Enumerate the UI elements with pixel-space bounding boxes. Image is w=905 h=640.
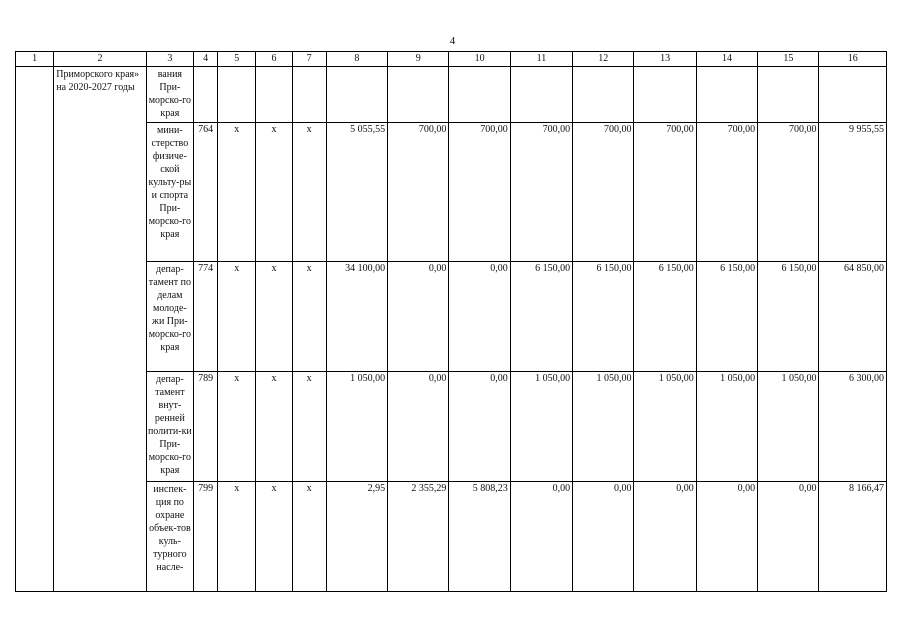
value-cell: 700,00 <box>573 123 634 262</box>
table-cell <box>696 67 757 123</box>
header-cell: 7 <box>292 52 326 67</box>
value-cell: 1 050,00 <box>326 372 387 482</box>
value-cell: 2 355,29 <box>388 482 449 592</box>
header-cell: 15 <box>758 52 819 67</box>
table-cell <box>292 67 326 123</box>
value-cell: 700,00 <box>510 123 572 262</box>
table-row <box>16 482 887 592</box>
header-cell: 8 <box>326 52 387 67</box>
value-cell: 1 050,00 <box>696 372 757 482</box>
header-cell: 6 <box>256 52 292 67</box>
value-cell: 0,00 <box>388 262 449 372</box>
x-cell: х <box>256 372 292 482</box>
table-cell <box>819 67 887 123</box>
header-cell: 4 <box>194 52 218 67</box>
value-cell: 700,00 <box>758 123 819 262</box>
value-cell: 700,00 <box>696 123 757 262</box>
total-cell: 64 850,00 <box>819 262 887 372</box>
table-cell <box>573 67 634 123</box>
code-cell: 764 <box>194 123 218 262</box>
value-cell: 0,00 <box>573 482 634 592</box>
header-cell: 13 <box>634 52 696 67</box>
value-cell: 0,00 <box>634 482 696 592</box>
x-cell: х <box>218 262 256 372</box>
value-cell: 6 150,00 <box>634 262 696 372</box>
value-cell: 6 150,00 <box>510 262 572 372</box>
code-cell: 774 <box>194 262 218 372</box>
value-cell: 2,95 <box>326 482 387 592</box>
table-cell <box>510 67 572 123</box>
table-cell <box>388 67 449 123</box>
executor-cell: депар-тамент по делам молоде-жи При-морско-го края <box>146 262 193 372</box>
value-cell: 5 055,55 <box>326 123 387 262</box>
value-cell: 5 808,23 <box>449 482 510 592</box>
x-cell: х <box>292 262 326 372</box>
table-cell <box>449 67 510 123</box>
value-cell: 6 150,00 <box>573 262 634 372</box>
table-cell <box>256 67 292 123</box>
value-cell: 1 050,00 <box>510 372 572 482</box>
executor-cell: мини-стерство физиче-ской культу-ры и спорта При-морско-го края <box>146 123 193 262</box>
page-number: 4 <box>449 35 456 47</box>
value-cell: 0,00 <box>696 482 757 592</box>
budget-table <box>15 51 887 592</box>
x-cell: х <box>218 372 256 482</box>
header-cell: 9 <box>388 52 449 67</box>
header-cell: 16 <box>819 52 887 67</box>
x-cell: х <box>256 123 292 262</box>
value-cell: 700,00 <box>449 123 510 262</box>
table-cell <box>218 67 256 123</box>
header-cell: 5 <box>218 52 256 67</box>
value-cell: 0,00 <box>449 372 510 482</box>
code-cell: 789 <box>194 372 218 482</box>
x-cell: х <box>292 482 326 592</box>
value-cell: 0,00 <box>510 482 572 592</box>
x-cell: х <box>292 123 326 262</box>
header-row <box>16 52 887 67</box>
header-cell: 14 <box>696 52 757 67</box>
x-cell: х <box>218 482 256 592</box>
executor-cell: депар-тамент внут-ренней полити-ки При-морско-го края <box>146 372 193 482</box>
total-cell: 9 955,55 <box>819 123 887 262</box>
table-cell <box>758 67 819 123</box>
program-name-cell: Приморского края» на 2020-2027 годы <box>54 67 147 592</box>
value-cell: 700,00 <box>388 123 449 262</box>
total-cell: 8 166,47 <box>819 482 887 592</box>
x-cell: х <box>218 123 256 262</box>
value-cell: 0,00 <box>388 372 449 482</box>
table-cell <box>326 67 387 123</box>
x-cell: х <box>256 482 292 592</box>
table-cell <box>194 67 218 123</box>
value-cell: 0,00 <box>758 482 819 592</box>
value-cell: 1 050,00 <box>573 372 634 482</box>
table-row <box>16 67 887 123</box>
value-cell: 0,00 <box>449 262 510 372</box>
table-row <box>16 123 887 262</box>
executor-cell: инспек-ция по охране объек-тов куль-турного насле- <box>146 482 193 592</box>
x-cell: х <box>292 372 326 482</box>
value-cell: 700,00 <box>634 123 696 262</box>
executor-cell: вания При-морско-го края <box>146 67 193 123</box>
value-cell: 1 050,00 <box>634 372 696 482</box>
col1-cell <box>16 67 54 592</box>
total-cell: 6 300,00 <box>819 372 887 482</box>
value-cell: 6 150,00 <box>758 262 819 372</box>
header-cell: 12 <box>573 52 634 67</box>
header-cell: 3 <box>146 52 193 67</box>
header-cell: 1 <box>16 52 54 67</box>
table-row <box>16 262 887 372</box>
value-cell: 1 050,00 <box>758 372 819 482</box>
header-cell: 10 <box>449 52 510 67</box>
header-cell: 2 <box>54 52 147 67</box>
code-cell: 799 <box>194 482 218 592</box>
x-cell: х <box>256 262 292 372</box>
value-cell: 6 150,00 <box>696 262 757 372</box>
value-cell: 34 100,00 <box>326 262 387 372</box>
table-row <box>16 372 887 482</box>
table-cell <box>634 67 696 123</box>
header-cell: 11 <box>510 52 572 67</box>
